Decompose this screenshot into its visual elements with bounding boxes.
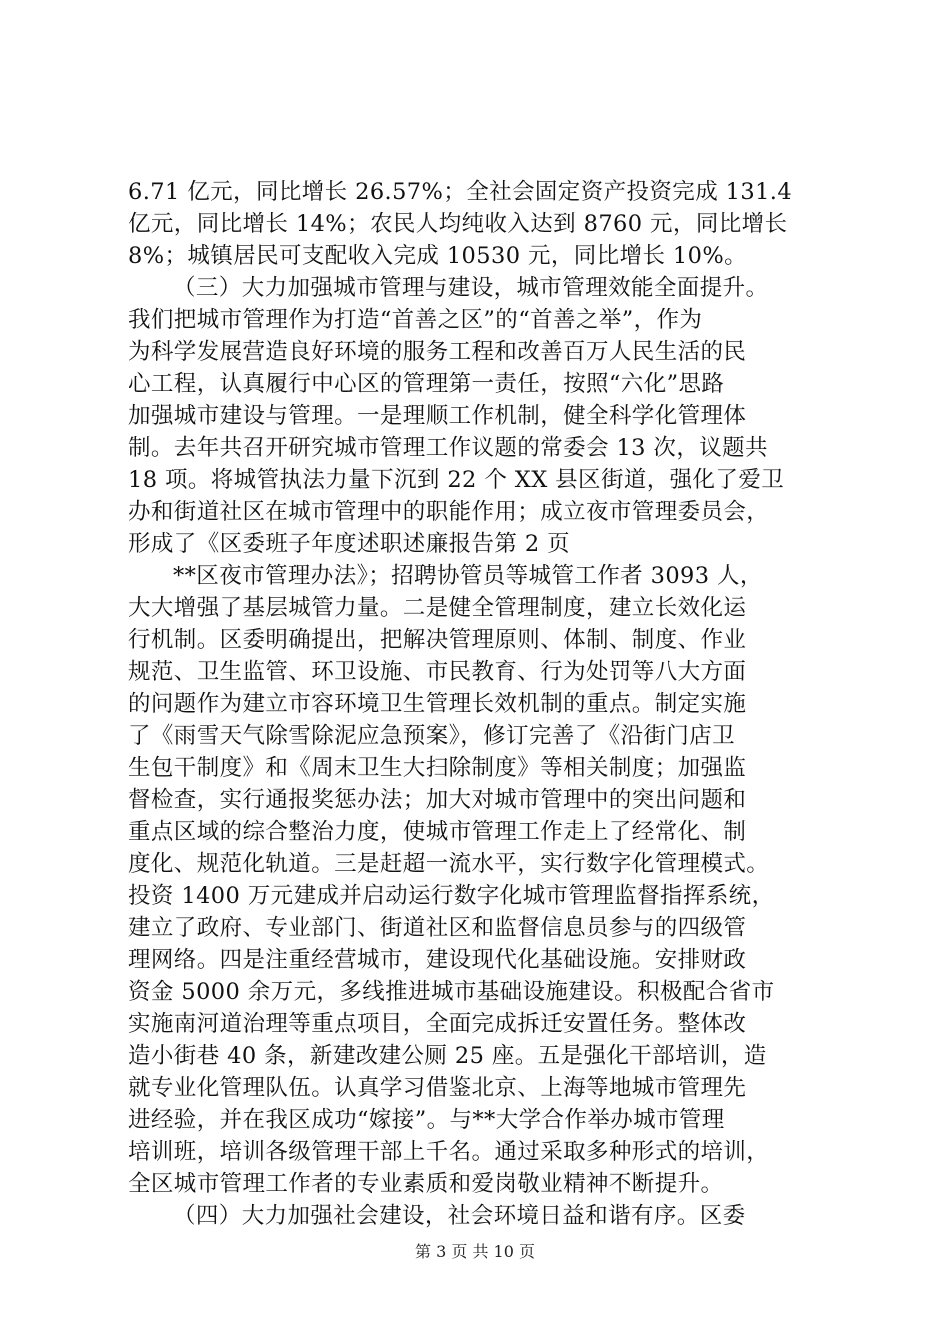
text-line: 重点区域的综合整治力度，使城市管理工作走上了经常化、制 <box>128 819 747 845</box>
paragraph-start-line: **区夜市管理办法》；招聘协管员等城管工作者 3093 人， <box>173 563 763 589</box>
text-line: 投资 1400 万元建成并启动运行数字化城市管理监督指挥系统， <box>128 883 775 909</box>
text-line: 资金 5000 余万元，多线推进城市基础设施建设。积极配合省市 <box>128 979 775 1005</box>
text-line: 办和街道社区在城市管理中的职能作用；成立夜市管理委员会， <box>128 499 770 525</box>
section-heading-line: （四）大力加强社会建设，社会环境日益和谐有序。区委 <box>173 1203 746 1229</box>
text-line: 我们把城市管理作为打造“首善之区”的“首善之举”，作为 <box>128 307 703 333</box>
text-line: 生包干制度》和《周末卫生大扫除制度》等相关制度；加强监 <box>128 755 747 781</box>
text-line: 建立了政府、专业部门、街道社区和监督信息员参与的四级管 <box>128 915 747 941</box>
text-line: 亿元，同比增长 14%；农民人均纯收入达到 8760 元，同比增长 <box>128 211 788 237</box>
text-line: 18 项。将城管执法力量下沉到 22 个 XX 县区街道，强化了爱卫 <box>128 467 785 493</box>
text-line: 的问题作为建立市容环境卫生管理长效机制的重点。制定实施 <box>128 691 747 717</box>
text-line: 全区城市管理工作者的专业素质和爱岗敬业精神不断提升。 <box>128 1171 724 1197</box>
text-line: 为科学发展营造良好环境的服务工程和改善百万人民生活的民 <box>128 339 747 365</box>
text-line: 督检查，实行通报奖惩办法；加大对城市管理中的突出问题和 <box>128 787 747 813</box>
text-line: 6.71 亿元，同比增长 26.57%；全社会固定资产投资完成 131.4 <box>128 179 793 205</box>
document-body <box>128 176 856 1232</box>
text-line: 加强城市建设与管理。一是理顺工作机制，健全科学化管理体 <box>128 403 747 429</box>
text-line: 8%；城镇居民可支配收入完成 10530 元，同比增长 10%。 <box>128 243 748 269</box>
page-number-footer: 第 3 页 共 10 页 <box>415 1242 535 1261</box>
text-line: 造小街巷 40 条，新建改建公厕 25 座。五是强化干部培训，造 <box>128 1043 767 1069</box>
text-line: 形成了《区委班子年度述职述廉报告第 2 页 <box>128 531 571 557</box>
text-line: 培训班，培训各级管理干部上千名。通过采取多种形式的培训， <box>128 1139 770 1165</box>
text-line: 了《雨雪天气除雪除泥应急预案》，修订完善了《沿街门店卫 <box>128 723 736 749</box>
text-line: 制。去年共召开研究城市管理工作议题的常委会 13 次，议题共 <box>128 435 768 461</box>
text-line: 行机制。区委明确提出，把解决管理原则、体制、制度、作业 <box>128 627 747 653</box>
text-line: 理网络。四是注重经营城市，建设现代化基础设施。安排财政 <box>128 947 747 973</box>
text-line: 规范、卫生监管、环卫设施、市民教育、行为处罚等八大方面 <box>128 659 747 685</box>
text-line: 心工程，认真履行中心区的管理第一责任，按照“六化”思路 <box>128 371 725 397</box>
text-line: 实施南河道治理等重点项目，全面完成拆迁安置任务。整体改 <box>128 1011 747 1037</box>
text-line: 进经验，并在我区成功“嫁接”。与**大学合作举办城市管理 <box>128 1107 725 1133</box>
text-line: 度化、规范化轨道。三是赶超一流水平，实行数字化管理模式。 <box>128 851 770 877</box>
text-line: 就专业化管理队伍。认真学习借鉴北京、上海等地城市管理先 <box>128 1075 747 1101</box>
text-line: 大大增强了基层城管力量。二是健全管理制度，建立长效化运 <box>128 595 747 621</box>
section-heading-line: （三）大力加强城市管理与建设，城市管理效能全面提升。 <box>173 275 769 301</box>
